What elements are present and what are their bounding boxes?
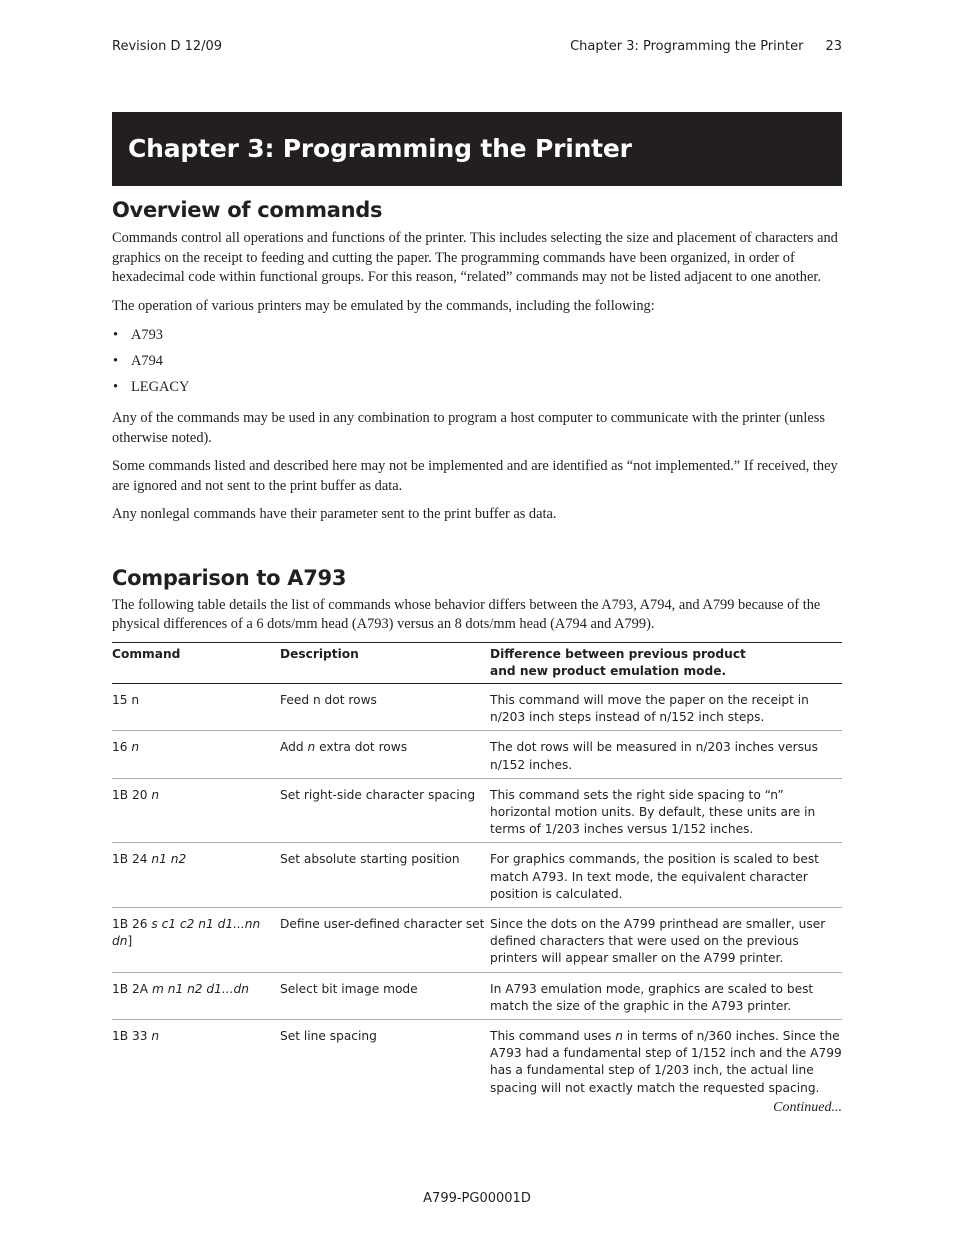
command-cell: 16 n xyxy=(112,731,280,778)
description-cell: Define user-defined character set xyxy=(280,907,490,972)
table-row xyxy=(112,731,842,778)
page-content xyxy=(112,197,842,1101)
overview-paragraph-1: Commands control all operations and functions of the printer. This includes selecting the size and placement of characters and graphics on the receipt to feeding and cutting the paper. The programming commands have been organized, in order of hexadecimal code within functional groups. For this reason, “related” commands may not be listed adjacent to one another. xyxy=(112,230,838,285)
table-header-row xyxy=(112,642,842,683)
revision-label: Revision D 12/09 xyxy=(112,39,223,54)
column-header-command: Command xyxy=(112,642,280,683)
column-header-difference: Difference between previous product and new product emulation mode. xyxy=(490,642,842,683)
table-row xyxy=(112,907,842,972)
description-cell: Set right-side character spacing xyxy=(280,778,490,843)
description-cell: Set line spacing xyxy=(280,1028,377,1043)
chapter-title: Chapter 3: Programming the Printer xyxy=(128,134,632,163)
difference-cell: For graphics commands, the position is scaled to best match A793. In text mode, the equivalent character position is calculated. xyxy=(490,843,842,908)
table-row xyxy=(112,683,842,730)
command-cell: 1B 2A m n1 n2 d1...dn xyxy=(112,972,280,1019)
difference-cell: In A793 emulation mode, graphics are scaled to best match the size of the graphic in the A793 printer. xyxy=(490,972,842,1019)
page-number: 23 xyxy=(825,39,842,54)
command-cell: 1B 24 n1 n2 xyxy=(112,843,280,908)
table-row xyxy=(112,843,842,908)
command-cell: 15 n xyxy=(112,683,280,730)
difference-cell: This command sets the right side spacing to “n” horizontal motion units. By default, these units are in terms of 1/203 inches versus 1/152 inches. xyxy=(490,778,842,843)
table-row xyxy=(112,972,842,1019)
page-footer xyxy=(0,1191,954,1206)
overview-heading: Overview of commands xyxy=(112,198,383,222)
list-item: • A793 xyxy=(112,325,842,351)
overview-paragraph-3: Any of the commands may be used in any combination to program a host computer to communicate with the printer (unless otherwise noted). xyxy=(112,410,825,446)
comparison-heading: Comparison to A793 xyxy=(112,565,347,590)
table-row xyxy=(112,1019,842,1100)
continued-note: Continued... xyxy=(773,1100,842,1115)
overview-paragraph-5: Any nonlegal commands have their parameter sent to the print buffer as data. xyxy=(112,506,557,522)
list-item: • A794 xyxy=(112,351,842,377)
running-head-chapter: Chapter 3: Programming the Printer xyxy=(570,39,804,54)
overview-paragraph-4: Some commands listed and described here may not be implemented and are identified as “not implemented.” If received, they are ignored and not sent to the print buffer as data. xyxy=(112,458,838,494)
command-cell: 1B 26 s c1 c2 n1 d1...nn dn] xyxy=(112,907,280,972)
description-cell: Feed n dot rows xyxy=(280,683,490,730)
running-head xyxy=(570,39,842,54)
comparison-table xyxy=(112,642,842,1101)
description-cell: Set absolute starting position xyxy=(280,843,490,908)
chapter-banner xyxy=(112,112,842,186)
description-cell: Add n extra dot rows xyxy=(280,731,490,778)
comparison-intro: The following table details the list of commands whose behavior differs between the A793, A794, and A799 because of the physical differences of a 6 dots/mm head (A793) versus an 8 dots/mm head (A794 and A799). xyxy=(112,596,821,632)
description-cell: Select bit image mode xyxy=(280,972,490,1019)
list-item: • LEGACY xyxy=(112,377,842,403)
column-header-description: Description xyxy=(280,642,490,683)
difference-cell: Since the dots on the A799 printhead are smaller, user defined characters that were used on the previous printers will appear smaller on the A799 printer. xyxy=(490,907,842,972)
command-cell: 1B 33 n xyxy=(112,1028,160,1043)
table-row xyxy=(112,778,842,843)
difference-cell: This command will move the paper on the receipt in n/203 inch steps instead of n/152 inch steps. xyxy=(490,683,842,730)
emulation-list xyxy=(112,325,842,403)
difference-cell: This command uses n in terms of n/360 inches. Since the A793 had a fundamental step of 1/152 inch and the A799 has a fundamental step of 1/203 inch, the actual line spacing will not exactly match the requested spacing. xyxy=(490,1028,842,1095)
document-id: A799-PG00001D xyxy=(423,1191,531,1206)
command-cell: 1B 20 n xyxy=(112,778,280,843)
overview-paragraph-2: The operation of various printers may be emulated by the commands, including the following: xyxy=(112,297,655,314)
difference-cell: The dot rows will be measured in n/203 inches versus n/152 inches. xyxy=(490,731,842,778)
